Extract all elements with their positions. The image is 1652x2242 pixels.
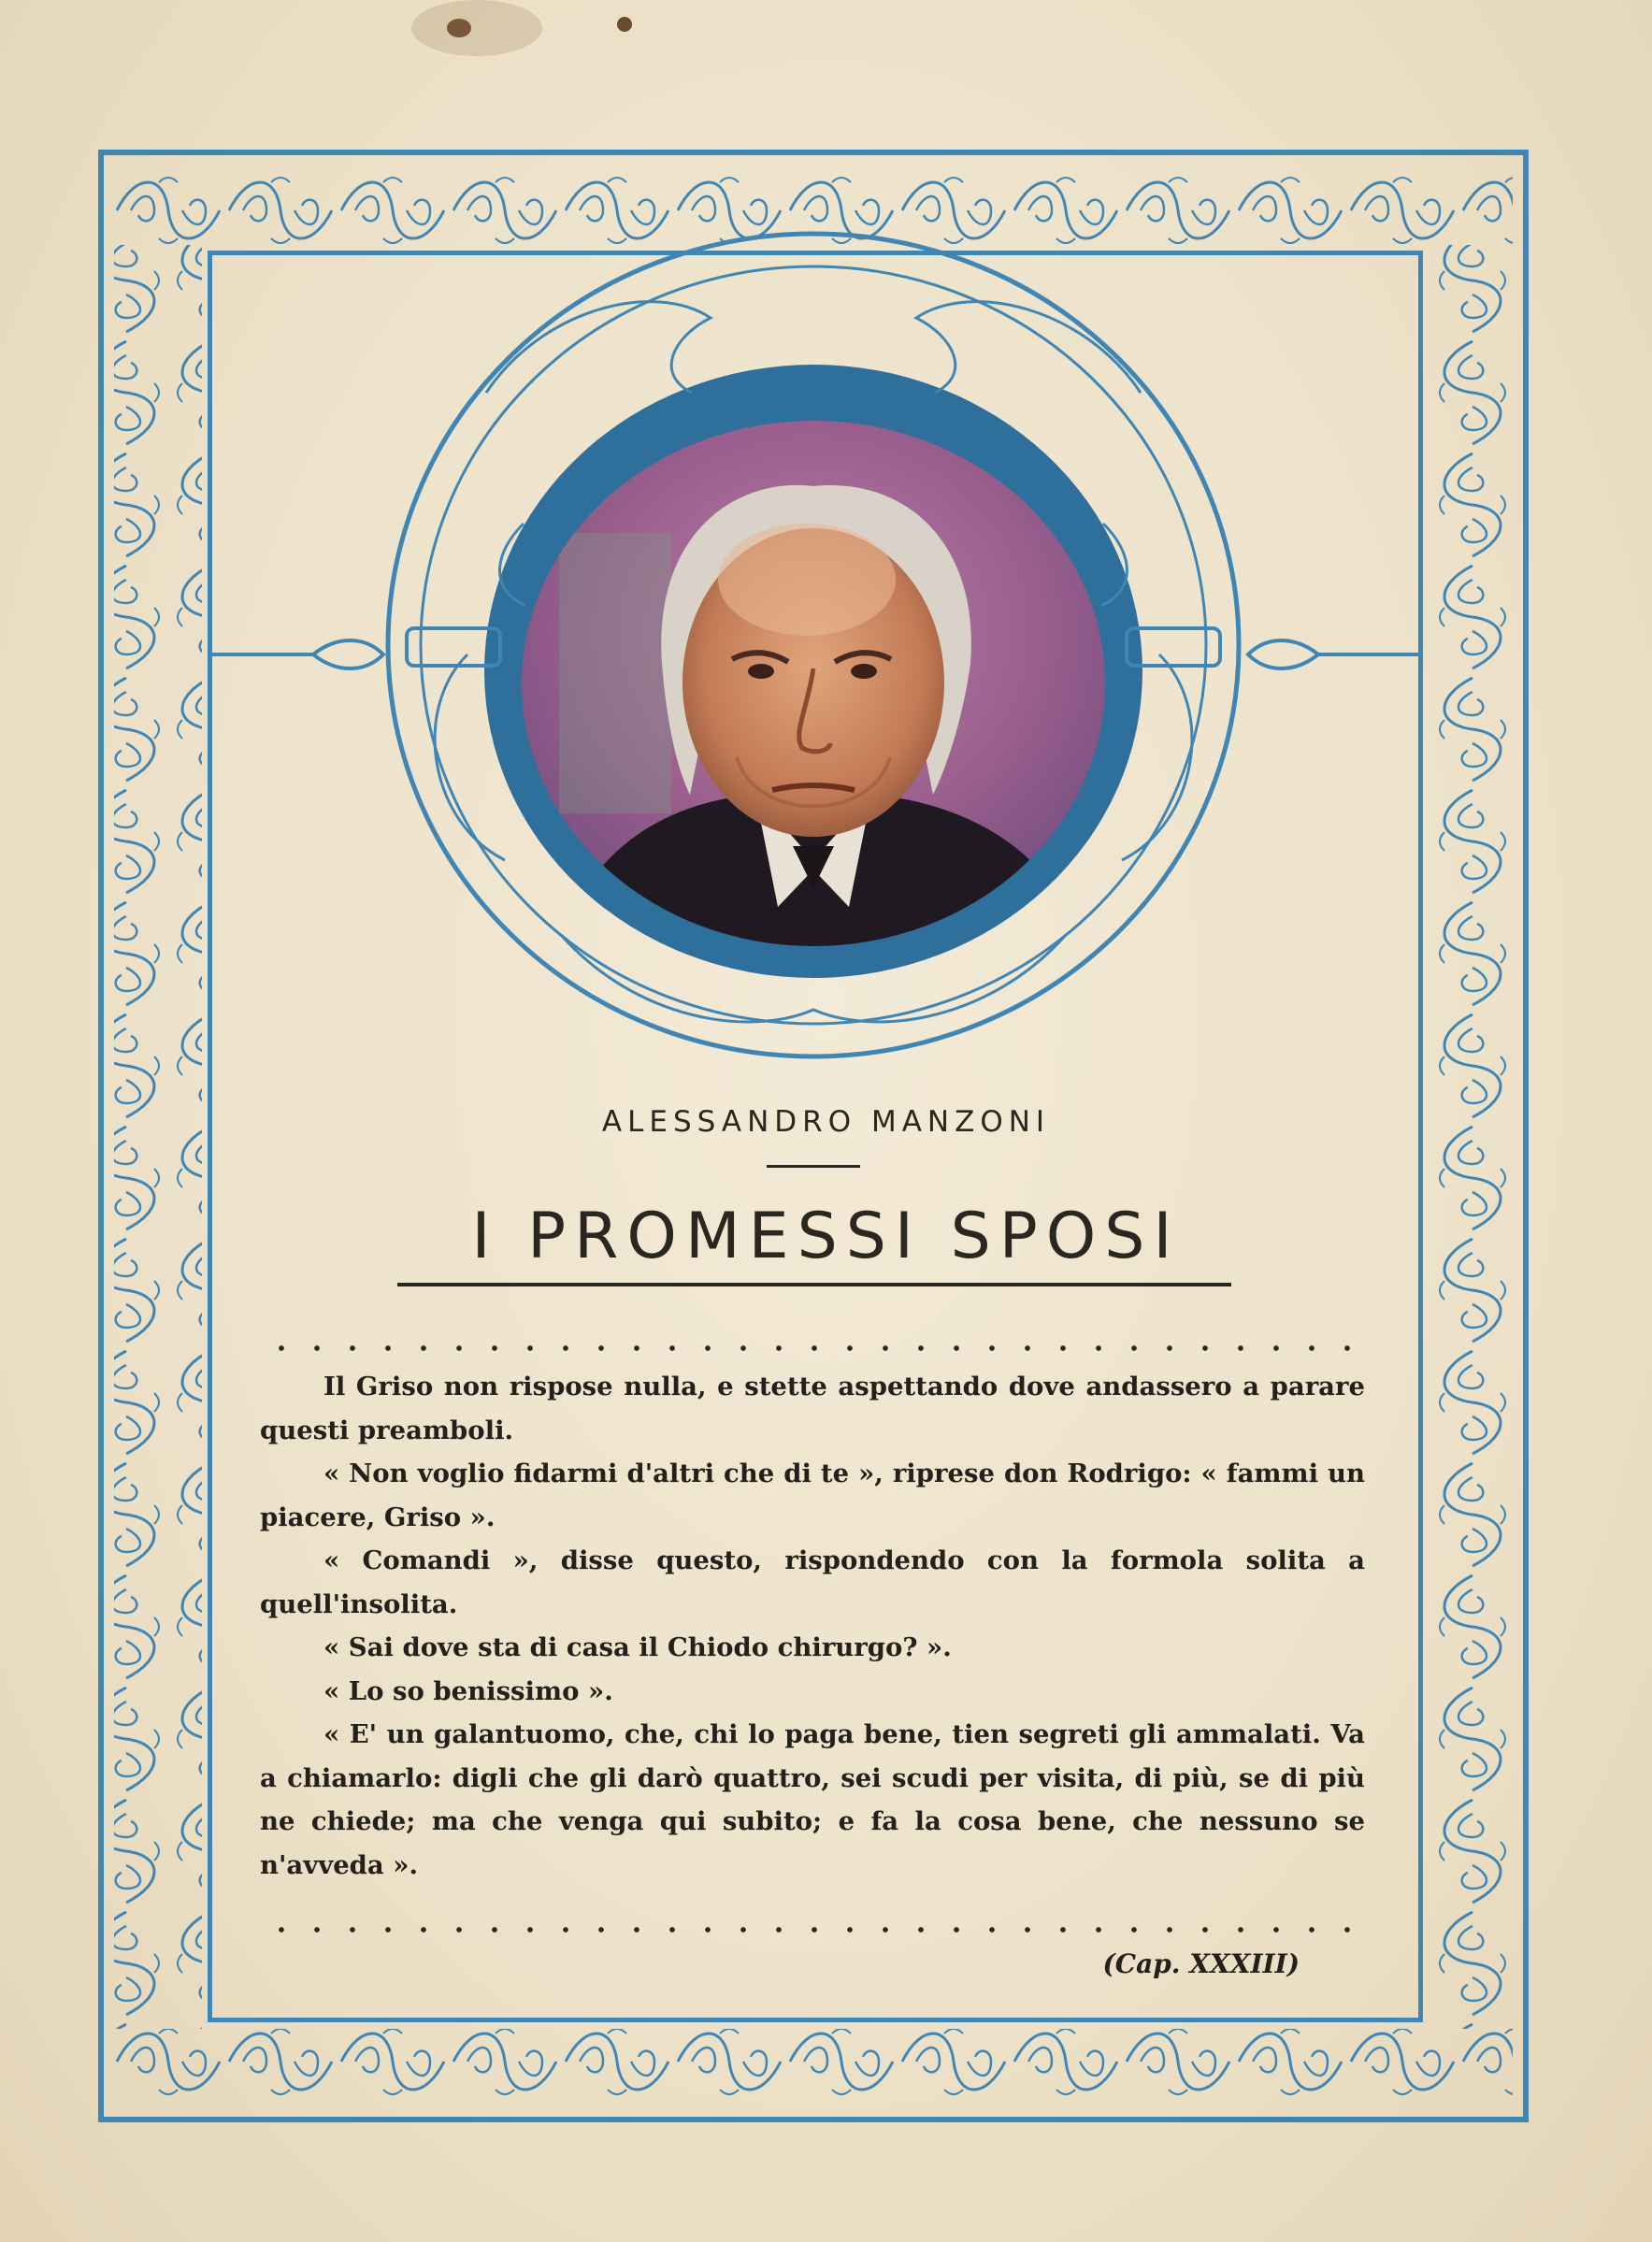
excerpt-paragraph: « Comandi », disse questo, rispondendo con la formola solita a quell'insolita. [260,1545,1365,1619]
chapter-reference: (Cap. XXXIII) [1102,1948,1300,1979]
excerpt-paragraph: « Lo so benissimo ». [323,1675,613,1706]
excerpt-text [260,1365,1365,1887]
author-divider [767,1165,860,1168]
excerpt-paragraph: « E' un galantuomo, che, chi lo paga bene, tien segreti gli ammalati. Va a chiamarlo: digli che gli darò quattro, sei scudi per visita, di più, se di più ne chiede; ma che venga qui subito; e fa la cosa bene, che nessuno se n'avveda ». [260,1719,1365,1880]
excerpt-paragraph: « Sai dove sta di casa il Chiodo chirurgo? ». [323,1632,952,1662]
ellipsis-divider-bottom [264,1924,1367,1935]
excerpt-paragraph: Il Griso non rispose nulla, e stette aspettando dove andassero a parare questi preamboli. [260,1372,1365,1445]
author-name: ALESSANDRO MANZONI [601,1105,1051,1139]
excerpt-paragraph: « Non voglio fidarmi d'altri che di te », riprese don Rodrigo: « fammi un piacere, Griso ». [260,1459,1365,1532]
ellipsis-divider-top [264,1343,1367,1354]
title-underline [397,1283,1231,1286]
author-portrait [512,411,1114,956]
portrait-painting [522,421,1105,946]
book-title: I PROMESSI SPOSI [471,1200,1181,1273]
ornament-bottom [114,2029,1513,2109]
